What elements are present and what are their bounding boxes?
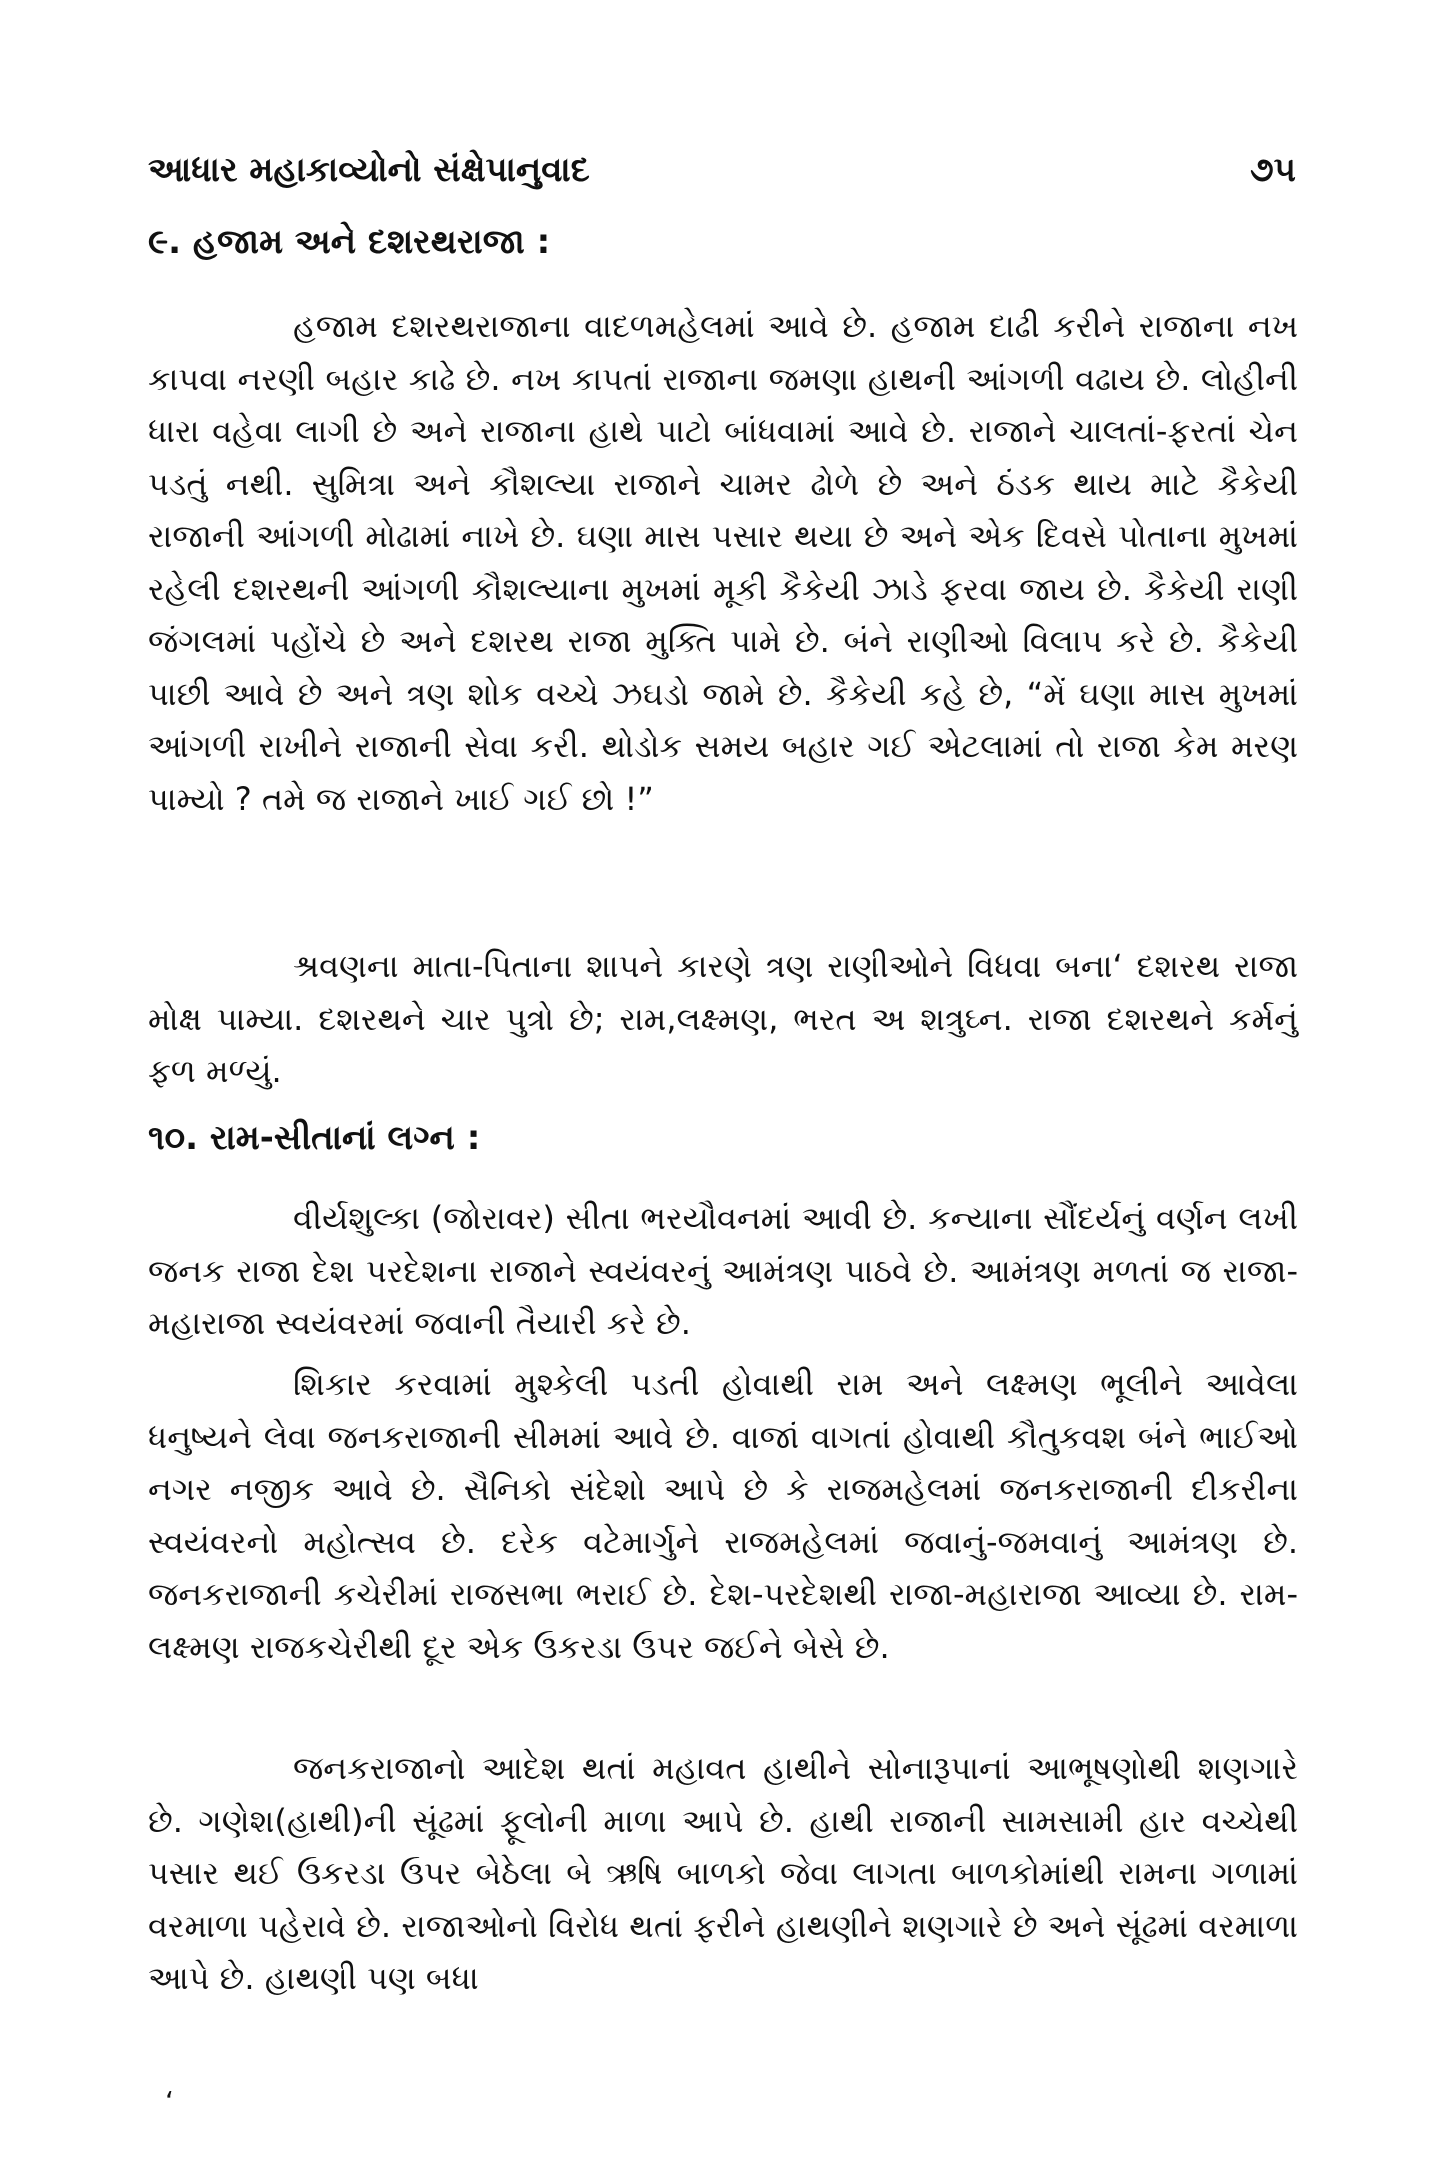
- paragraph: જનકરાજાનો આદેશ થતાં મહાવત હાથીને સોનારૂપાનાં આભૂષણોથી શણગારે છે. ગણેશ(હાથી)ની સૂંઢમાં ફૂલોની માળા આપે છે. હાથી રાજાની સામસામી હાર વચ્ચેથી પસાર થઈ ઉકરડા ઉપર બેઠેલા બે ઋષિ બાળકો જેવા લાગતા બાળકોમાંથી રામના ગળામાં વરમાળા પહેરાવે છે. રાજાઓનો વિરોધ થતાં ફરીને હાથણીને શણગારે છે અને સૂંઢમાં વરમાળા આપે છે. હાથણી પણ બધા: [148, 1749, 1298, 1997]
- footer-mark: ‘: [165, 2085, 174, 2118]
- page-number: ૭૫: [1250, 150, 1296, 190]
- page-header: [148, 150, 1296, 190]
- paragraph: શિકાર કરવામાં મુશ્કેલી પડતી હોવાથી રામ અને લક્ષ્મણ ભૂલીને આવેલા ધનુષ્યને લેવા જનકરાજાની સીમમાં આવે છે. વાજાં વાગતાં હોવાથી કૌતુકવશ બંને ભાઈઓ નગર નજીક આવે છે. સૈનિકો સંદેશો આપે છે કે રાજમહેલમાં જનકરાજાની દીકરીના સ્વયંવરનો મહોત્સવ છે. દરેક વટેમાર્ગુને રાજમહેલમાં જવાનું-જમવાનું આમંત્રણ છે. જનકરાજાની કચેરીમાં રાજસભા ભરાઈ છે. દેશ-પરદેશથી રાજા-મહારાજા આવ્યા છે. રામ-લક્ષ્મણ રાજકચેરીથી દૂર એક ઉકરડા ઉપર જઈને બેસે છે.: [148, 1365, 1298, 1666]
- paragraph: શ્રવણના માતા-પિતાના શાપને કારણે ત્રણ રાણીઓને વિધવા બના‘ દશરથ રાજા મોક્ષ પામ્યા. દશરથને ચાર પુત્રો છે; રામ,લક્ષ્મણ, ભરત અ શત્રુઘ્ન. રાજા દશરથને કર્મનું ફળ મળ્યું.: [148, 947, 1298, 1090]
- paragraph: વીર્યશુલ્કા (જોરાવર) સીતા ભરયૌવનમાં આવી છે. કન્યાના સૌંદર્યનું વર્ણન લખી જનક રાજા દેશ પરદેશના રાજાને સ્વયંવરનું આમંત્રણ પાઠવે છે. આમંત્રણ મળતાં જ રાજા-મહારાજા સ્વયંવરમાં જવાની તૈયારી કરે છે.: [148, 1199, 1298, 1342]
- running-title: આધાર મહાકાવ્યોનો સંક્ષેપાનુવાદ: [148, 150, 590, 190]
- section-title-10: ૧૦. રામ-સીતાનાં લગ્ન :: [148, 1118, 481, 1158]
- section-title-9: ૯. હજામ અને દશરથરાજા :: [148, 222, 551, 262]
- paragraph: હજામ દશરથરાજાના વાદળમહેલમાં આવે છે. હજામ દાઢી કરીને રાજાના નખ કાપવા નરણી બહાર કાઢે છે. નખ કાપતાં રાજાના જમણા હાથની આંગળી વઢાય છે. લોહીની ધારા વહેવા લાગી છે અને રાજાના હાથે પાટો બાંધવામાં આવે છે. રાજાને ચાલતાં-ફરતાં ચેન પડતું નથી. સુમિત્રા અને કૌશલ્યા રાજાને ચામર ઢોળે છે અને ઠંડક થાય માટે કૈકેયી રાજાની આંગળી મોઢામાં નાખે છે. ઘણા માસ પસાર થયા છે અને એક દિવસે પોતાના મુખમાં રહેલી દશરથની આંગળી કૌશલ્યાના મુખમાં મૂકી કૈકેયી ઝાડે ફરવા જાય છે. કૈકેયી રાણી જંગલમાં પહોંચે છે અને દશરથ રાજા મુક્તિ પામે છે. બંને રાણીઓ વિલાપ કરે છે. કૈકેયી પાછી આવે છે અને ત્રણ શોક વચ્ચે ઝઘડો જામે છે. કૈકેયી કહે છે, “મેં ઘણા માસ મુખમાં આંગળી રાખીને રાજાની સેવા કરી. થોડોક સમય બહાર ગઈ એટલામાં તો રાજા કેમ મરણ પામ્યો ? તમે જ રાજાને ખાઈ ગઈ છો !”: [148, 307, 1298, 818]
